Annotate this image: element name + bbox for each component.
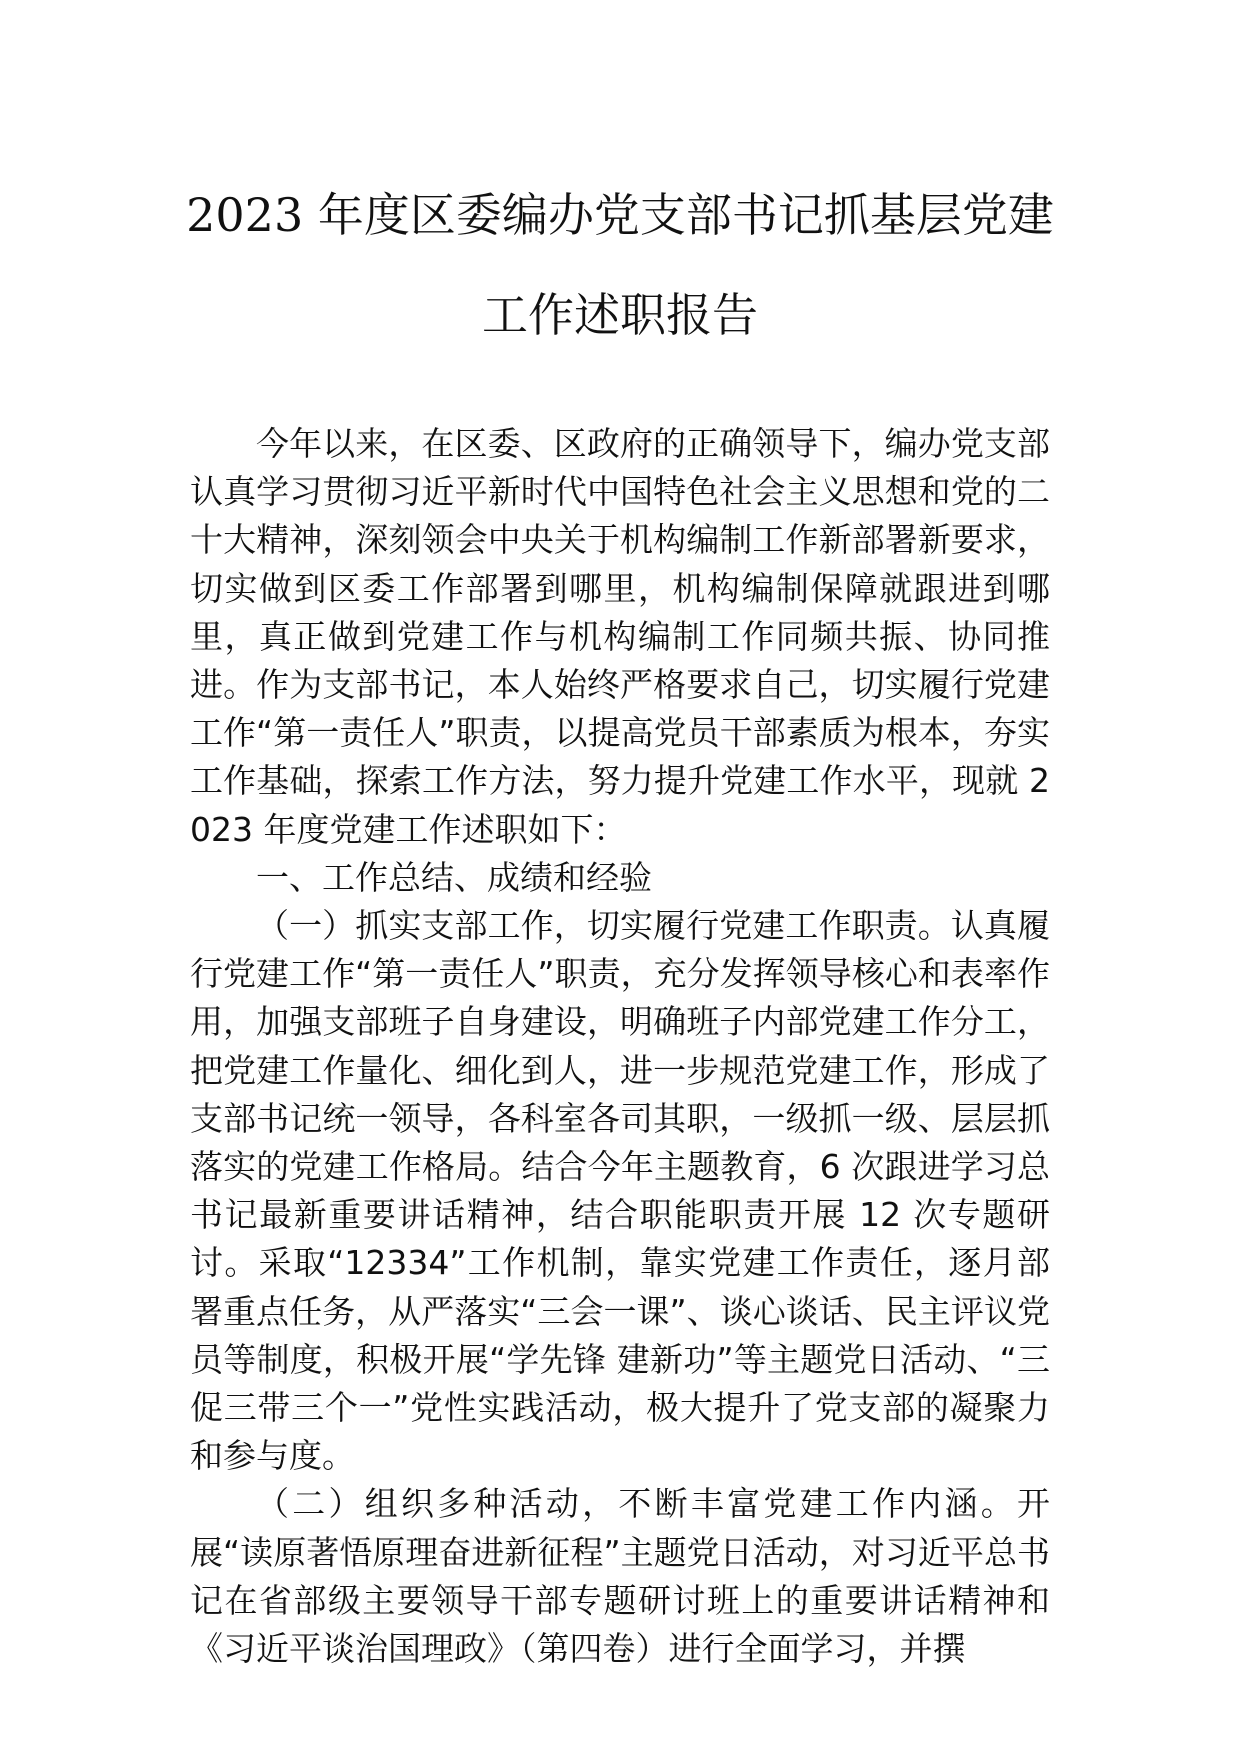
section-heading-1: 一、工作总结、成绩和经验 — [256, 857, 652, 897]
document-body — [190, 420, 1050, 1673]
intro-paragraph: 今年以来，在区委、区政府的正确领导下，编办党支部认真学习贯彻习近平新时代中国特色社会主义思想和党的二十大精神，深刻领会中央关于机构编制工作新部署新要求，切实做到区委工作部署到哪里，机构编制保障就跟进到哪里，真正做到党建工作与机构编制工作同频共振、协同推进。作为支部书记，本人始终严格要求自己，切实履行党建工作“第一责任人”职责，以提高党员干部素质为根本，夯实工作基础，探索工作方法，努力提升党建工作水平，现就 2023 年度党建工作述职如下： — [190, 424, 1050, 849]
subsection-paragraph-1: （一）抓实支部工作，切实履行党建工作职责。认真履行党建工作“第一责任人”职责，充分发挥领导核心和表率作用，加强支部班子自身建设，明确班子内部党建工作分工，把党建工作量化、细化到人，进一步规范党建工作，形成了支部书记统一领导，各科室各司其职，一级抓一级、层层抓落实的党建工作格局。结合今年主题教育，6 次跟进学习总书记最新重要讲话精神，结合职能职责开展 12 次专题研讨。采取“12334”工作机制，靠实党建工作责任，逐月部署重点任务，从严落实“三会一课”、谈心谈话、民主评议党员等制度，积极开展“学先锋 建新功”等主题党日活动、“三促三带三个一”党性实践活动，极大提升了党支部的凝聚力和参与度。 — [190, 906, 1050, 1476]
subsection-paragraph-2: （二）组织多种活动，不断丰富党建工作内涵。开展“读原著悟原理奋进新征程”主题党日活动，对习近平总书记在省部级主要领导干部专题研讨班上的重要讲话精神和《习近平谈治国理政》（第四卷）进行全面学习，并撰 — [190, 1484, 1050, 1669]
document-title-line-1: 2023 年度区委编办党支部书记抓基层党建 — [186, 188, 1054, 242]
document-title-line-2: 工作述职报告 — [482, 288, 758, 342]
